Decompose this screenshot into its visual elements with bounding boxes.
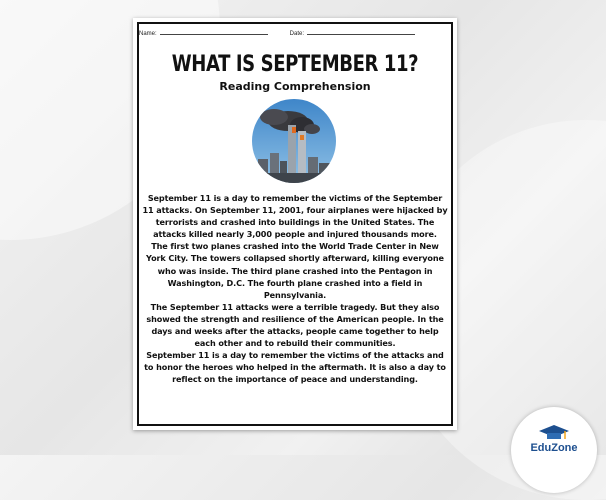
paragraph-4: September 11 is a day to remember the victims of the attacks and to honor the heroes who helped in the aftermath. It is also a day to reflect on the importance of peace and understanding. — [144, 350, 446, 385]
graduation-cap-icon — [539, 425, 569, 441]
date-label: Date: — [289, 31, 305, 37]
name-label: Name: — [139, 31, 157, 37]
date-line — [307, 28, 415, 35]
paragraph-3: The September 11 attacks were a terrible tragedy. But they also showed the strength and resilience of the American people. In the days and weeks after the attacks, people came together to help each other and to rebuild their communities. — [146, 301, 444, 349]
name-line — [160, 28, 268, 35]
worksheet-page — [133, 18, 457, 430]
logo-text: EduZone — [530, 442, 578, 454]
eduzone-logo — [511, 407, 597, 493]
name-date-row — [139, 28, 451, 37]
paragraph-1: September 11 is a day to remember the victims of the September 11 attacks. On September 11, 2001, four airplanes were hijacked by terrorists and crashed into buildings in the United States. The attacks killed nearly 3,000 people and injured thousands more. — [142, 193, 448, 240]
date-field[interactable] — [290, 28, 415, 37]
name-field[interactable] — [139, 28, 268, 37]
paragraph-2: The first two planes crashed into the World Trade Center in New York City. The towers collapsed shortly afterward, killing everyone who was inside. The third plane crashed into the Pentagon in Washington, D.C. The fourth plane crashed into a field in Pennsylvania. — [146, 241, 444, 300]
twin-towers-photo — [252, 99, 336, 183]
page-subtitle: Reading Comprehension — [219, 80, 371, 93]
reading-passage — [141, 192, 449, 386]
page-title: WHAT IS SEPTEMBER 11? — [171, 52, 419, 77]
